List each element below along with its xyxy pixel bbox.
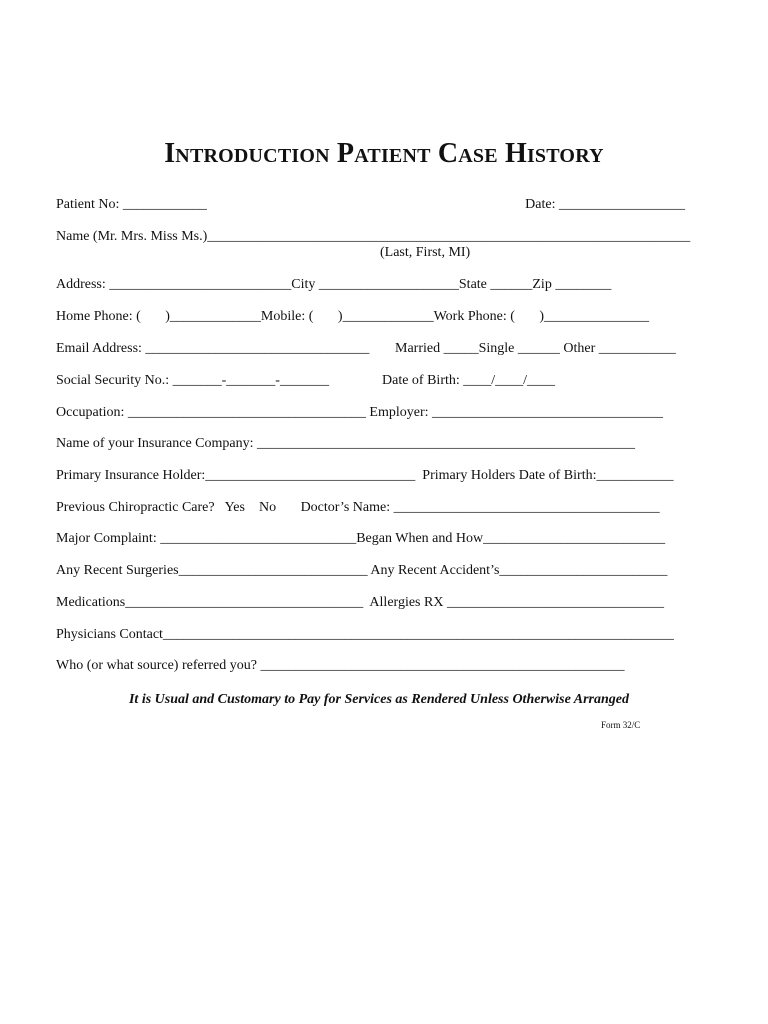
phone-numbers-field[interactable]: Home Phone: ( )_____________Mobile: ( )_____________Work Phone: ( )_______________ [56,309,650,324]
form-title: Introduction Patient Case History [164,138,604,169]
address-city-state-zip-field[interactable]: Address: __________________________City ____________________State ______Zip ________ [56,277,612,292]
name-format-hint: (Last, First, MI) [380,245,471,260]
name-field[interactable]: Name (Mr. Mrs. Miss Ms.)_____________________________________________________________________ [56,229,691,244]
referral-source-field[interactable]: Who (or what source) referred you? ____________________________________________________ [56,658,625,673]
form-number: Form 32/C [601,720,641,730]
surgeries-accidents-field[interactable]: Any Recent Surgeries___________________________ Any Recent Accident’s________________________ [56,563,668,578]
major-complaint-field[interactable]: Major Complaint: ____________________________Began When and How__________________________ [56,531,666,546]
date-field[interactable]: Date: __________________ [525,197,685,212]
insurance-company-field[interactable]: Name of your Insurance Company: ______________________________________________________ [56,436,635,451]
email-address-field[interactable]: Email Address: ________________________________ [56,341,370,356]
occupation-employer-field[interactable]: Occupation: __________________________________ Employer: _________________________________ [56,405,664,420]
marital-status-field[interactable]: Married _____Single ______ Other ___________ [395,341,676,356]
medications-allergies-field[interactable]: Medications__________________________________ Allergies RX _______________________________ [56,595,664,610]
social-security-field[interactable]: Social Security No.: _______-_______-_______ [56,373,329,388]
insurance-holder-field[interactable]: Primary Insurance Holder:______________________________ Primary Holders Date of Birth:___________ [56,468,674,483]
payment-policy-note: It is Usual and Customary to Pay for Services as Rendered Unless Otherwise Arranged [128,692,629,707]
chiropractic-care-field[interactable]: Previous Chiropractic Care? Yes No Doctor’s Name: ______________________________________ [56,500,660,515]
patient-no-field[interactable]: Patient No: ____________ [56,197,207,212]
date-of-birth-field[interactable]: Date of Birth: ____/____/____ [382,373,556,388]
physicians-contact-field[interactable]: Physicians Contact_________________________________________________________________________ [56,627,674,642]
